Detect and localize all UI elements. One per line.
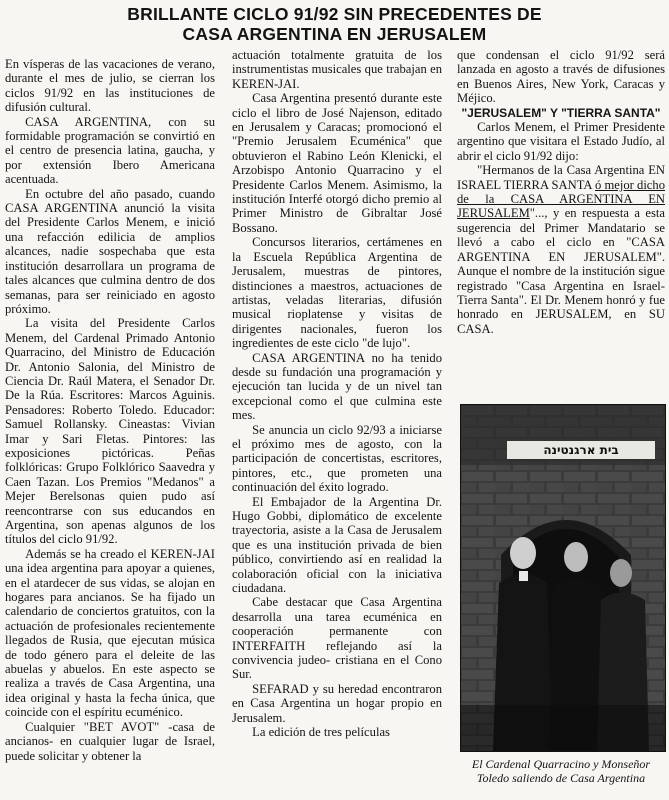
paragraph: CASA ARGENTINA, con su formidable programación se convirtió en el centro de presencia latina, gaucha, y por extensión Ibero Americana acentuada. — [5, 114, 215, 187]
column-2 — [232, 48, 442, 740]
news-photo — [460, 404, 666, 752]
paragraph: SEFARAD y su heredad encontraron en Casa Argentina un hogar propio en Jerusalem. — [232, 681, 442, 725]
paragraph: La visita del Presidente Carlos Menem, del Cardenal Primado Antonio Quarracino, del Ministro de Educación Dr. Antonio Salonia, del Ministro de Ciencia Dr. Raúl Matera, el Senador Dr. De la Rúa. Escritores: Marcos Aguinis. Pensadores: Roberto Toledo. Educador: Samuel Rollansky. Cineastas: Vivian Imar y Sari Fletas. Pintores: las exposiciones pictóricas. Peñas folklóricas: Grupo Folklórico Saavedra y Caen Tazan. Los Premios "Medanos" a Mejer Berelsonas quien pudo así reencontrarse con sus educandos en Argentina, son apenas algunos de los títulos del ciclo 91/92. — [5, 316, 215, 547]
paragraph: En octubre del año pasado, cuando CASA ARGENTINA anunció la visita del Presidente Carlos Menem, e inició una refacción edilicia de amplios alcances, nadie sospechaba que esta institución desarrollara un programa de tales alcances que culmina dentro de dos semanas, para ser reiniciado en agosto próximo. — [5, 186, 215, 316]
column-1 — [5, 57, 215, 763]
quote-paragraph — [457, 163, 665, 336]
paragraph: Cabe destacar que Casa Argentina desarrolla una tarea ecuménica en cooperación permanente con INTERFAITH reflejando así la convivencia judeo- cristiana en el Cono Sur. — [232, 595, 442, 682]
paragraph: Además se ha creado el KEREN-JAI una idea argentina para apoyar a quienes, en el atardecer de sus vidas, se alojan en hogares para ancianos. Se ha fijado un calendario de conciertos gratuitos, con la actuación de profesionales recientemente llegados de Rusia, que ejecutan música de todo género para el deleite de las abuelas y abuelos. En este aspecto se realiza a través de Casa Argentina, una idea original y hasta la fecha única, que coincide con el espíritu ecuménico. — [5, 546, 215, 720]
paragraph: Se anuncia un ciclo 92/93 a iniciarse el próximo mes de agosto, con la participación de concertistas, escritores, pintores, etc., que prometen una continuación del éxito logrado. — [232, 422, 442, 495]
subheading: "JERUSALEM" Y "TIERRA SANTA" — [461, 105, 661, 120]
photo-caption: El Cardenal Quarracino y Monseñor Toledo saliendo de Casa Argentina — [471, 757, 651, 785]
column-3 — [457, 48, 665, 336]
headline-line-1: BRILLANTE CICLO 91/92 SIN PRECEDENTES DE — [127, 4, 542, 24]
paragraph: La edición de tres películas — [252, 725, 390, 740]
paragraph: En vísperas de las vacaciones de verano, durante el mes de julio, se cierran los ciclos 91/92 en las instituciones de difusión cultural. — [5, 57, 215, 115]
underlined-quote: ó mejor dicho de la CASA ARGENTINA EN JERUSALEM — [457, 177, 665, 221]
building-sign-text: בית ארגנטינה — [543, 443, 619, 457]
paragraph: El Embajador de la Argentina Dr. Hugo Gobbi, diplomático de excelente trayectoria, asiste a la Casa de Jerusalem que es una institución privada de bien público, convirtiendo así en realidad la colaboración oficial con la iniciativa ciudadana. — [232, 494, 442, 596]
paragraph: Carlos Menem, el Primer Presidente argentino que visitara el Estado Judío, al abrir el ciclo 91/92 dijo: — [457, 120, 665, 163]
headline-line-2: CASA ARGENTINA EN JERUSALEM — [182, 24, 487, 44]
headline — [0, 4, 669, 44]
paragraph: CASA ARGENTINA no ha tenido desde su fundación una programación y ejecución tan lucida y de un nivel tan excepcional como el que culmina este mes. — [232, 350, 442, 423]
paragraph: Cualquier "BET AVOT" -casa de ancianos- en cualquier lugar de Israel, puede solicitar y obtener la — [5, 719, 215, 763]
paragraph: Casa Argentina presentó durante este ciclo el libro de José Najenson, editado en Jerusalem y Caracas; promocionó el "Premio Jerusalem Ecuménica" que obtuvieron el Rabino León Klenicki, el Arzobispo Antonio Quarracino y el Presidente Carlos Menem. Asimismo, la institución Interfé otorgó dicho premio al Primer Ministro de Gibraltar José Bossano. — [232, 91, 442, 235]
paragraph: que condensan el ciclo 91/92 será lanzada en agosto a través de difusiones en Buenos Aires, New York, Caracas y Méjico. — [457, 48, 665, 106]
paragraph: Concursos literarios, certámenes en la Escuela República Argentina de Jerusalem, muestras de pintores, distinciones a maestros, actuaciones de artistas, veladas literarias, difusión musical rioplatense y visitas de dirigentes nacionales, fueron los ingredientes de este ciclo "de lujo". — [232, 235, 442, 351]
paragraph: actuación totalmente gratuita de los instrumentistas musicales que trabajan en KEREN-JAI. — [232, 48, 442, 91]
quote-text: "Hermanos de la Casa Argentina EN ISRAEL TIERRA SANTA — [457, 163, 665, 192]
quote-text: "..., y en respuesta a esta sugerencia del Primer Mandatario se llevó a cabo el ciclo en "CASA ARGENTINA EN JERUSALEM". Aunque el nombre de la institución sigue registrado "Casa Argentina en Israel-Tierra Santa". El Dr. Menem honró y fue honrado en JERUSALEM, en SU CASA. — [457, 206, 665, 336]
